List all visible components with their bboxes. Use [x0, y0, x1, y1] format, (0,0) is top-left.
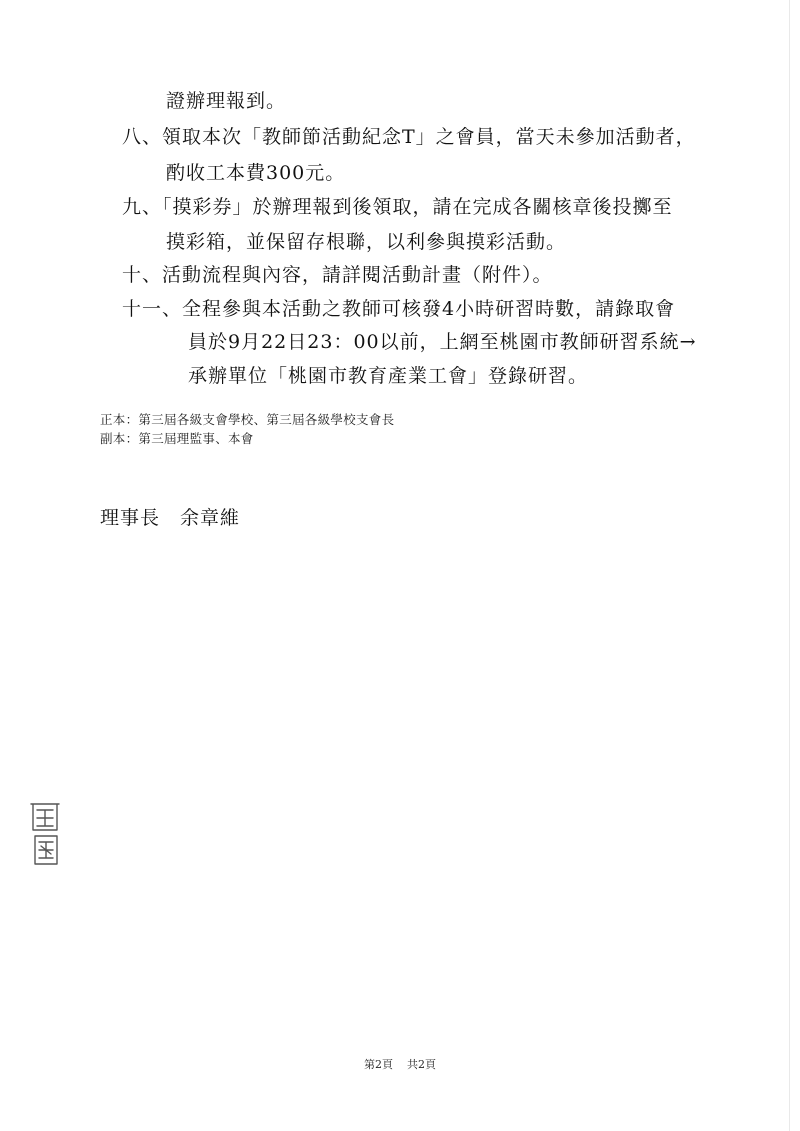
chairman-signature: 理事長 余章維 [100, 507, 241, 529]
chairman-seal-stamp [27, 800, 63, 868]
body-line-1: 證辦理報到。 [166, 90, 287, 112]
item-8-line-1: 八、領取本次「教師節活動紀念T」之會員，當天未參加活動者， [122, 126, 696, 148]
item-11-line-3: 承辦單位「桃園市教育產業工會」登錄研習。 [188, 365, 589, 387]
distribution-original: 正本：第三屆各級支會學校、第三屆各級學校支會長 [100, 412, 395, 427]
page-footer [0, 1057, 800, 1073]
item-8-line-2: 酌收工本費300元。 [166, 162, 346, 184]
item-9-line-1: 九、「摸彩券」於辦理報到後領取，請在完成各關核章後投擲至 [122, 196, 673, 218]
item-11-line-2: 員於9月22日23：00以前，上網至桃園市教師研習系統→ [188, 331, 697, 353]
item-10-line-1: 十、活動流程與內容，請詳閱活動計畫（附件）。 [122, 264, 553, 286]
item-9-line-2: 摸彩箱，並保留存根聯，以利參與摸彩活動。 [166, 231, 567, 253]
page-number: 第2頁 [364, 1058, 393, 1071]
scan-edge-line [789, 0, 790, 1131]
item-11-line-1: 十一、全程參與本活動之教師可核發4小時研習時數，請錄取會 [122, 298, 676, 320]
page-total: 共2頁 [407, 1058, 436, 1071]
distribution-copy: 副本：第三屆理監事、本會 [100, 431, 254, 446]
